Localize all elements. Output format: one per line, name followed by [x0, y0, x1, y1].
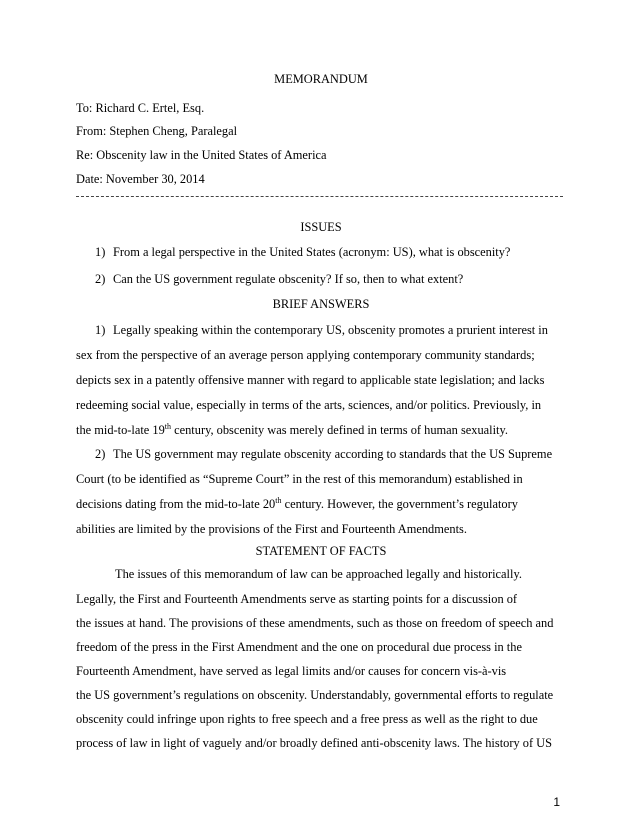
- facts-line: Fourteenth Amendment, have served as legal limits and/or causes for concern vis-à-vis: [76, 664, 507, 678]
- brief-answers-heading: BRIEF ANSWERS: [272, 297, 370, 311]
- answer-line: sex from the perspective of an average person applying contemporary community standards;: [76, 348, 535, 362]
- answer-number: 2): [95, 447, 106, 461]
- answer-line: [76, 422, 566, 438]
- memo-to: To: Richard C. Ertel, Esq.: [76, 101, 205, 115]
- facts-line: the US government’s regulations on obscenity. Understandably, governmental efforts to regulate: [76, 688, 554, 702]
- issue-text: From a legal perspective in the United States (acronym: US), what is obscenity?: [113, 245, 511, 259]
- answer-text: Legally speaking within the contemporary US, obscenity promotes a prurient interest in: [113, 323, 548, 337]
- facts-line: obscenity could infringe upon rights to free speech and a free press as well as the right to due: [76, 712, 538, 726]
- answer-line: Court (to be identified as “Supreme Court” in the rest of this memorandum) established in: [76, 472, 523, 486]
- issue-number: 1): [95, 245, 106, 259]
- memo-title: MEMORANDUM: [274, 72, 368, 86]
- text-run: decisions dating from the mid-to-late 20: [76, 497, 276, 511]
- memo-date: Date: November 30, 2014: [76, 172, 205, 186]
- text-run: century. However, the government’s regulatory: [281, 497, 518, 511]
- answer-line: abilities are limited by the provisions of the First and Fourteenth Amendments.: [76, 522, 467, 536]
- answer-line: [76, 496, 566, 512]
- issue-text: Can the US government regulate obscenity? If so, then to what extent?: [113, 272, 464, 286]
- facts-line: The issues of this memorandum of law can be approached legally and historically.: [115, 567, 522, 581]
- superscript: th: [275, 495, 282, 505]
- answer-text: The US government may regulate obscenity according to standards that the US Supreme: [113, 447, 553, 461]
- facts-line: Legally, the First and Fourteenth Amendments serve as starting points for a discussion of: [76, 592, 518, 606]
- answer-line: redeeming social value, especially in terms of the arts, sciences, and/or politics. Previously, in: [76, 398, 542, 412]
- facts-line: process of law in light of vaguely and/or broadly defined anti-obscenity laws. The history of US: [76, 736, 553, 750]
- memo-from: From: Stephen Cheng, Paralegal: [76, 124, 238, 138]
- page-number: 1: [553, 795, 560, 809]
- answer-line: depicts sex in a patently offensive manner with regard to applicable state legislation; and lacks: [76, 373, 545, 387]
- facts-heading: STATEMENT OF FACTS: [255, 544, 387, 558]
- memo-re: Re: Obscenity law in the United States of America: [76, 148, 327, 162]
- issues-heading: ISSUES: [300, 220, 342, 234]
- text-run: century, obscenity was merely defined in terms of human sexuality.: [171, 423, 508, 437]
- text-run: the mid-to-late 19: [76, 423, 165, 437]
- superscript: th: [164, 421, 172, 431]
- facts-line: freedom of the press in the First Amendment and the one on procedural due process in the: [76, 640, 522, 654]
- answer-number: 1): [95, 323, 106, 337]
- separator-line: [76, 196, 563, 197]
- issue-number: 2): [95, 272, 106, 286]
- facts-line: the issues at hand. The provisions of these amendments, such as those on freedom of speech and: [76, 616, 554, 630]
